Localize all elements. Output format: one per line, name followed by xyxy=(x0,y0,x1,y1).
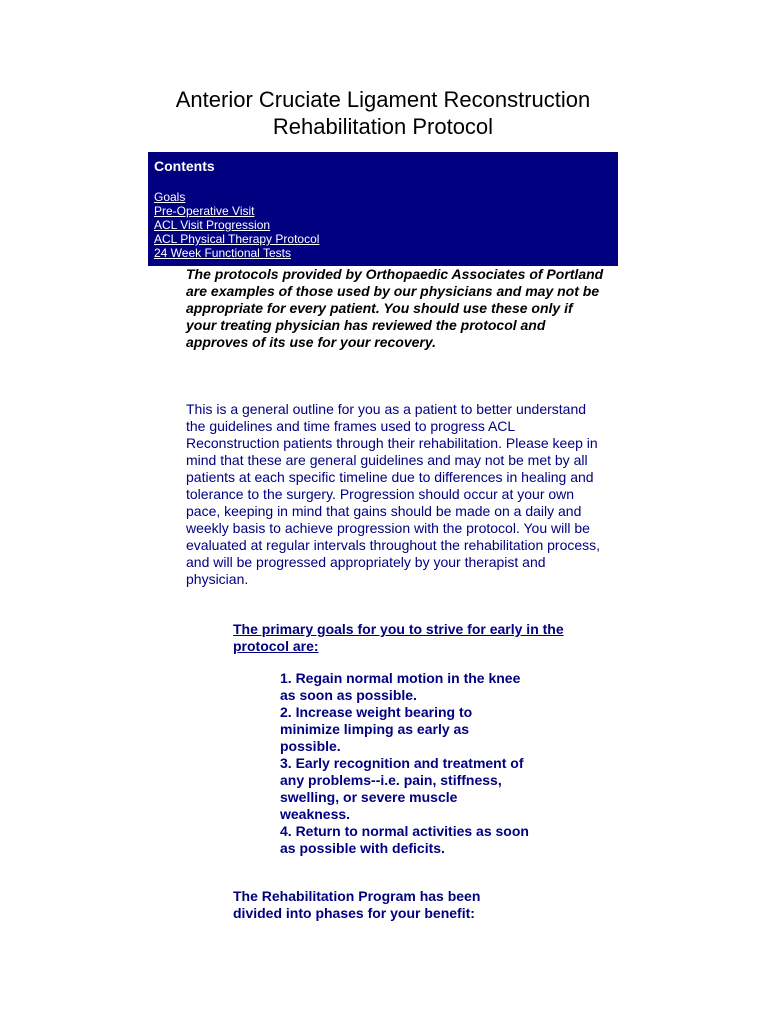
contents-box xyxy=(148,152,618,266)
contents-link-acl-physical-therapy-protocol[interactable]: ACL Physical Therapy Protocol xyxy=(154,232,320,246)
page-title xyxy=(100,86,666,140)
goal-item: 2. Increase weight bearing to minimize limping as early as possible. xyxy=(280,704,473,754)
goal-item: 4. Return to normal activities as soon as possible with deficits. xyxy=(280,823,529,856)
contents-link-24-week-functional-tests[interactable]: 24 Week Functional Tests xyxy=(154,246,291,260)
outline-paragraph: This is a general outline for you as a patient to better understand the guidelines and time frames used to progress ACL Reconstruction patients through their rehabilitation. Please keep in mind that these are general guidelines and may not be met by all patients at each specific timeline due to differences in healing and tolerance to the surgery. Progression should occur at your own pace, keeping in mind that gains should be made on a daily and weekly basis to achieve progression with the protocol. You will be evaluated at regular intervals throughout the rehabilitation process, and will be progressed appropriately by your therapist and physician. xyxy=(186,401,601,587)
title-line-1: Anterior Cruciate Ligament Reconstruction xyxy=(175,87,591,112)
goal-item: 3. Early recognition and treatment of any problems--i.e. pain, stiffness, swelling, or severe muscle weakness. xyxy=(280,755,524,822)
goal-item: 1. Regain normal motion in the knee as soon as possible. xyxy=(280,670,521,703)
program-phases-text: The Rehabilitation Program has been divided into phases for your benefit: xyxy=(233,888,481,921)
goals-heading: The primary goals for you to strive for early in the protocol are: xyxy=(233,621,564,654)
contents-link-pre-operative-visit[interactable]: Pre-Operative Visit xyxy=(154,204,255,218)
goals-list xyxy=(280,670,530,857)
contents-heading: Contents xyxy=(154,158,215,174)
title-line-2: Rehabilitation Protocol xyxy=(272,114,494,139)
disclaimer-paragraph: The protocols provided by Orthopaedic Associates of Portland are examples of those used by our physicians and may not be appropriate for every patient. You should use these only if your treating physician has reviewed the protocol and approves of its use for your recovery. xyxy=(186,266,604,350)
contents-link-goals[interactable]: Goals xyxy=(154,190,186,204)
contents-link-acl-visit-progression[interactable]: ACL Visit Progression xyxy=(154,218,271,232)
